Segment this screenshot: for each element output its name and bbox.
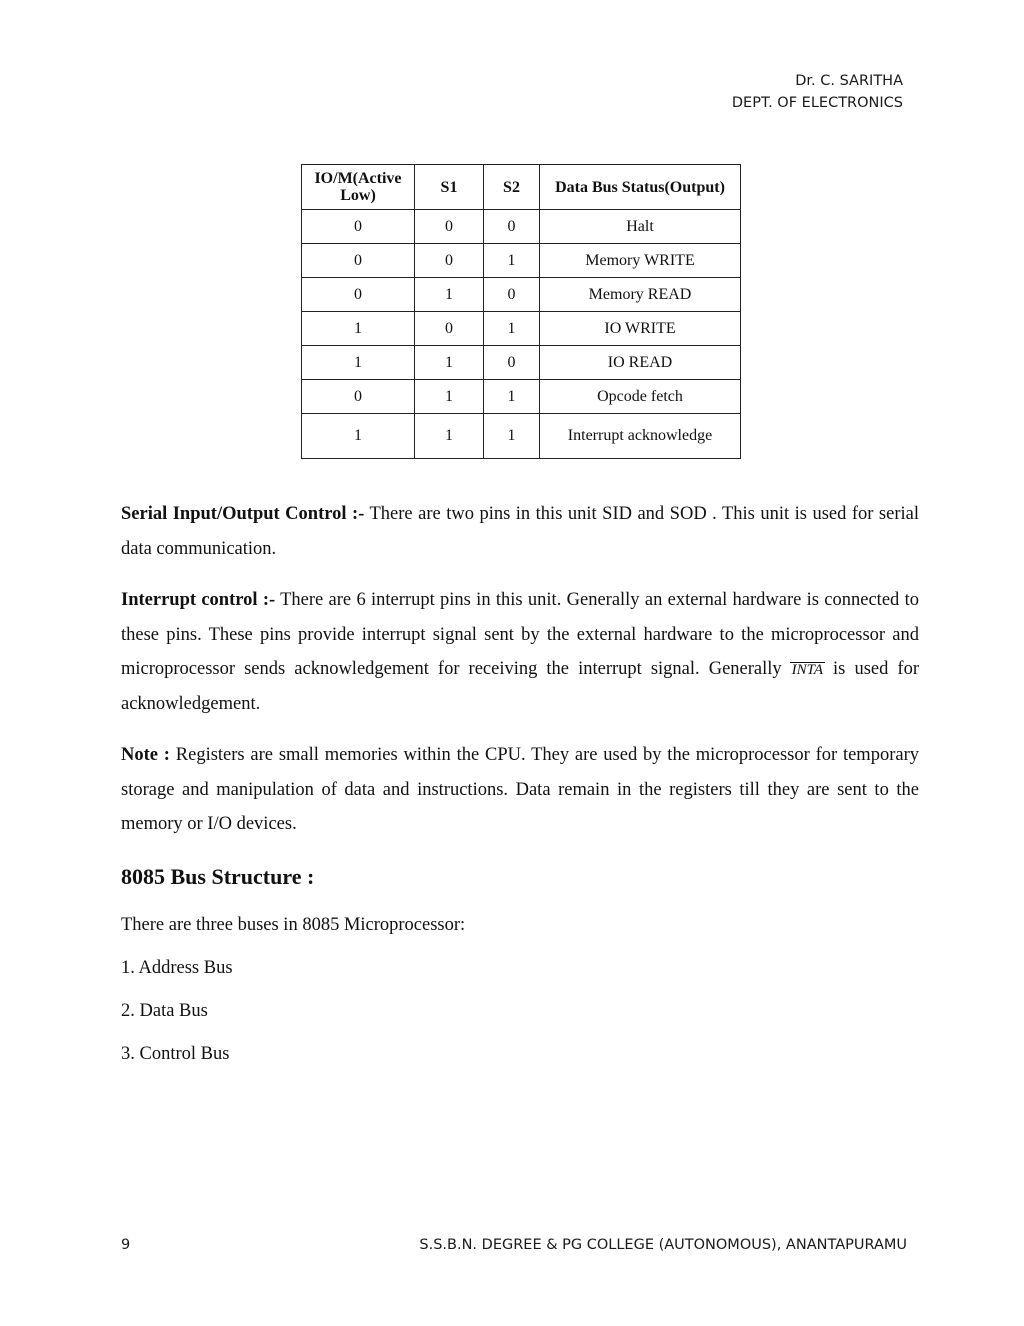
- table-cell: IO READ: [540, 346, 741, 380]
- bus-status-table: [301, 164, 741, 459]
- table-cell: 0: [302, 380, 415, 414]
- inta-term: INTA: [791, 662, 824, 678]
- college-name: S.S.B.N. DEGREE & PG COLLEGE (AUTONOMOUS), ANANTAPURAMU: [419, 1237, 907, 1253]
- table-cell: 1: [484, 414, 540, 459]
- table-header-cell: IO/M(Active Low): [302, 165, 415, 210]
- interrupt-paragraph: [121, 583, 919, 721]
- table-cell: 0: [415, 244, 484, 278]
- document-body: [121, 497, 919, 1080]
- table-cell: 1: [415, 380, 484, 414]
- table-row: [302, 244, 741, 278]
- table-cell: IO WRITE: [540, 312, 741, 346]
- table-cell: 1: [415, 346, 484, 380]
- table-cell: Interrupt acknowledge: [540, 414, 741, 459]
- table-cell: 0: [484, 346, 540, 380]
- note-text: Registers are small memories within the CPU. They are used by the microprocessor for temporary storage and manipulation of data and instructions. Data remain in the registers till they are sent to the memory or I/O devices.: [121, 745, 919, 834]
- table-cell: 0: [415, 210, 484, 244]
- table-cell: Memory READ: [540, 278, 741, 312]
- table-header-cell: Data Bus Status(Output): [540, 165, 741, 210]
- header-department: DEPT. OF ELECTRONICS: [731, 95, 903, 111]
- table-header-cell: S1: [415, 165, 484, 210]
- status-table-container: [301, 164, 741, 459]
- table-row: [302, 380, 741, 414]
- table-cell: 0: [484, 210, 540, 244]
- table-cell: 1: [302, 346, 415, 380]
- table-row: [302, 346, 741, 380]
- table-cell: 1: [302, 414, 415, 459]
- table-cell: Halt: [540, 210, 741, 244]
- table-row: [302, 210, 741, 244]
- table-cell: 0: [415, 312, 484, 346]
- table-cell: Opcode fetch: [540, 380, 741, 414]
- section-title: 8085 Bus Structure :: [121, 863, 315, 889]
- table-cell: Memory WRITE: [540, 244, 741, 278]
- table-cell: 1: [302, 312, 415, 346]
- list-item: 2. Data Bus: [121, 1000, 208, 1021]
- table-cell: 0: [302, 278, 415, 312]
- serial-io-heading: Serial Input/Output Control :-: [121, 504, 365, 524]
- table-cell: 1: [484, 244, 540, 278]
- table-cell: 0: [484, 278, 540, 312]
- table-header-row: [302, 165, 741, 210]
- table-cell: 0: [302, 244, 415, 278]
- list-item: 3. Control Bus: [121, 1043, 230, 1064]
- serial-io-text: There are two pins in this unit SID and SOD . This unit is used for serial data communication.: [121, 504, 919, 559]
- list-item: 1. Address Bus: [121, 957, 233, 978]
- serial-io-paragraph: [121, 497, 919, 566]
- header-author: Dr. C. SARITHA: [795, 73, 903, 89]
- bus-intro: There are three buses in 8085 Microprocessor:: [121, 914, 466, 935]
- table-row: [302, 414, 741, 459]
- page-number: 9: [121, 1237, 131, 1253]
- table-cell: 1: [484, 312, 540, 346]
- table-cell: 0: [302, 210, 415, 244]
- table-row: [302, 312, 741, 346]
- note-paragraph: [121, 738, 919, 842]
- note-heading: Note :: [121, 745, 170, 765]
- table-cell: 1: [415, 414, 484, 459]
- table-cell: 1: [415, 278, 484, 312]
- interrupt-tail: is used for acknowledgement.: [121, 659, 919, 714]
- table-row: [302, 278, 741, 312]
- interrupt-text: There are 6 interrupt pins in this unit. Generally an external hardware is connected to these pins. These pins provide interrupt signal sent by the external hardware to the microprocessor and microprocessor sends acknowledgement for receiving the interrupt signal. Generally: [121, 590, 919, 679]
- page-header: [732, 70, 903, 114]
- interrupt-heading: Interrupt control :-: [121, 590, 276, 610]
- table-cell: 1: [484, 380, 540, 414]
- table-header-cell: S2: [484, 165, 540, 210]
